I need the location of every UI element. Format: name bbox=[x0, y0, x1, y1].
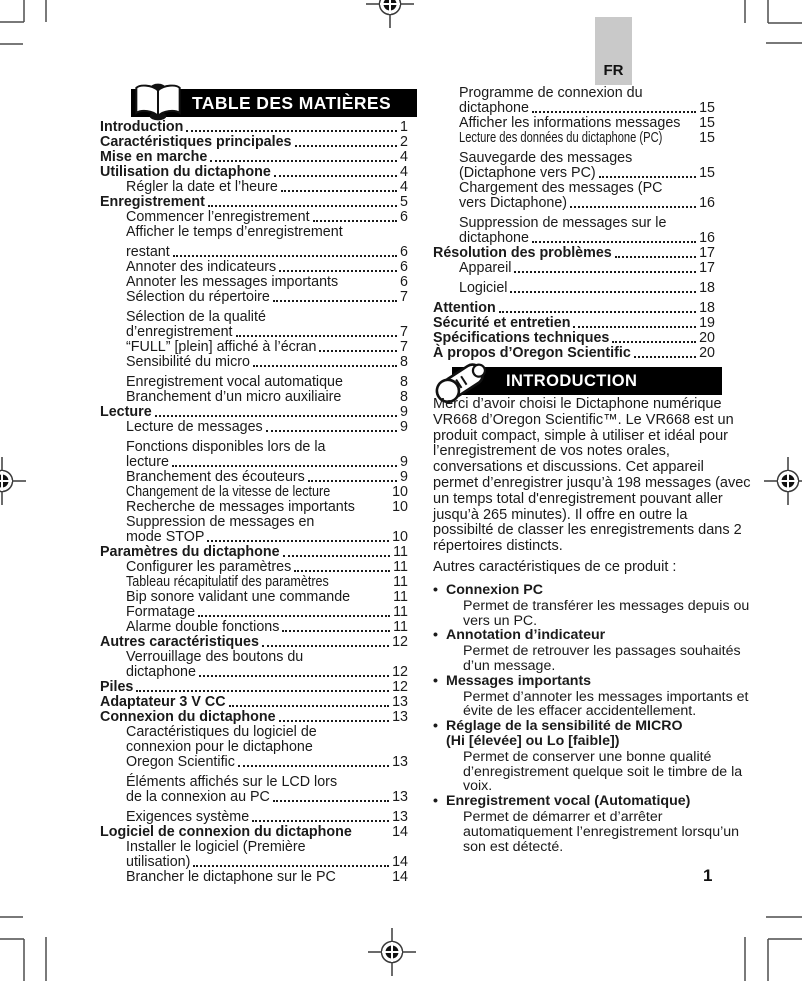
features-list bbox=[433, 583, 751, 854]
bullet-icon: • bbox=[433, 627, 438, 644]
toc-leader-dots bbox=[514, 271, 696, 273]
toc-leader-dots bbox=[532, 241, 696, 243]
toc-page-number: 13 bbox=[392, 789, 408, 805]
toc-entry-label: Installer le logiciel (Première bbox=[126, 839, 306, 855]
feature-desc: Permet de démarrer et d’arrêter automatiquement l’enregistrement lorsqu’un son est détecté. bbox=[463, 808, 740, 855]
feature-item bbox=[433, 583, 751, 628]
toc-entry bbox=[100, 620, 408, 635]
toc-entry-label: Adaptateur 3 V CC bbox=[100, 694, 226, 710]
toc-leader-dots bbox=[236, 335, 398, 337]
toc-page-number: 12 bbox=[392, 679, 408, 695]
toc-leader-dots bbox=[634, 356, 696, 358]
features-lead: Autres caractéristiques de ce produit : bbox=[433, 559, 677, 575]
toc-entry-label: Verrouillage des boutons du bbox=[126, 649, 304, 665]
toc-entry bbox=[100, 810, 408, 825]
toc-entry bbox=[100, 340, 408, 355]
toc-page-number: 5 bbox=[400, 194, 408, 210]
toc-column-right bbox=[433, 86, 715, 361]
toc-page-number: 17 bbox=[699, 245, 715, 261]
toc-page-number: 12 bbox=[392, 664, 408, 680]
toc-leader-dots bbox=[279, 720, 390, 722]
toc-leader-dots bbox=[136, 690, 389, 692]
toc-entry bbox=[100, 545, 408, 560]
toc-entry bbox=[100, 325, 408, 340]
bullet-icon: • bbox=[433, 793, 438, 810]
toc-entry-label: mode STOP bbox=[126, 529, 205, 545]
toc-entry-label: Exigences système bbox=[126, 809, 250, 825]
toc-entry bbox=[100, 405, 408, 420]
toc-entry-label: Attention bbox=[433, 300, 496, 316]
toc-entry-label: À propos d’Oregon Scientific bbox=[433, 345, 631, 361]
toc-entry-label: Lecture de messages bbox=[126, 419, 263, 435]
toc-entry bbox=[100, 635, 408, 650]
feature-item bbox=[433, 628, 751, 673]
toc-page-number: 9 bbox=[400, 469, 408, 485]
toc-entry bbox=[100, 375, 408, 390]
toc-entry-label: Afficher le temps d’enregistrement bbox=[126, 224, 343, 240]
toc-leader-dots bbox=[208, 205, 397, 207]
toc-entry-label: dictaphone bbox=[459, 230, 529, 246]
toc-leader-dots bbox=[615, 256, 696, 258]
toc-entry bbox=[100, 605, 408, 620]
toc-entry bbox=[100, 150, 408, 165]
toc-entry bbox=[100, 180, 408, 195]
toc-entry bbox=[433, 316, 715, 331]
toc-page-number: 13 bbox=[392, 709, 408, 725]
toc-entry-label: Suppression de messages en bbox=[126, 514, 315, 530]
toc-entry-label: Branchement des écouteurs bbox=[126, 469, 305, 485]
toc-entry bbox=[100, 440, 408, 455]
toc-page-number: 15 bbox=[699, 130, 715, 146]
toc-page-number: 15 bbox=[699, 115, 715, 131]
introduction-header-title: INTRODUCTION bbox=[506, 371, 638, 390]
toc-entry bbox=[100, 590, 408, 605]
feature-title bbox=[433, 674, 751, 689]
toc-entry-label: Chargement des messages (PC bbox=[459, 180, 663, 196]
toc-page-number: 13 bbox=[392, 809, 408, 825]
toc-entry-label: Connexion du dictaphone bbox=[100, 709, 276, 725]
toc-entry-label: Oregon Scientific bbox=[126, 754, 235, 770]
toc-page-number: 9 bbox=[400, 419, 408, 435]
feature-item bbox=[433, 719, 751, 794]
toc-entry bbox=[433, 331, 715, 346]
toc-leader-dots bbox=[252, 820, 389, 822]
toc-entry-label: vers Dictaphone) bbox=[459, 195, 568, 211]
toc-entry bbox=[433, 101, 715, 116]
toc-page-number: 7 bbox=[400, 339, 408, 355]
feature-title bbox=[433, 719, 751, 734]
toc-entry bbox=[100, 355, 408, 370]
toc-entry-label: Configurer les paramètres bbox=[126, 559, 292, 575]
toc-entry-label: Paramètres du dictaphone bbox=[100, 544, 280, 560]
toc-entry-label: Annoter des indicateurs bbox=[126, 259, 277, 275]
toc-entry bbox=[100, 855, 408, 870]
toc-page-number: 6 bbox=[400, 259, 408, 275]
toc-entry-label: lecture bbox=[126, 454, 169, 470]
feature-desc: Permet d’annoter les messages importants et évite de les effacer accidentellement. bbox=[463, 688, 749, 720]
toc-page-number: 8 bbox=[400, 354, 408, 370]
toc-page-number: 11 bbox=[393, 544, 408, 560]
toc-leader-dots bbox=[262, 645, 389, 647]
toc-page-number: 9 bbox=[400, 454, 408, 470]
toc-entry bbox=[100, 755, 408, 770]
toc-entry bbox=[100, 210, 408, 225]
toc-page-number: 8 bbox=[400, 374, 408, 390]
feature-desc: Permet de transférer les messages depuis ou vers un PC. bbox=[463, 597, 750, 629]
toc-entry-label: connexion pour le dictaphone bbox=[126, 739, 313, 755]
feature-title-text: Connexion PC bbox=[446, 582, 543, 598]
toc-page-number: 7 bbox=[400, 289, 408, 305]
toc-entry-label: restant bbox=[126, 244, 170, 260]
toc-page-number: 11 bbox=[393, 559, 408, 575]
toc-entry bbox=[100, 420, 408, 435]
toc-entry bbox=[100, 775, 408, 790]
toc-page-number: 4 bbox=[400, 164, 408, 180]
toc-entry bbox=[100, 135, 408, 150]
toc-entry-label: Sensibilité du micro bbox=[126, 354, 250, 370]
toc-entry-label: Formatage bbox=[126, 604, 196, 620]
toc-leader-dots bbox=[198, 615, 390, 617]
toc-page-number: 15 bbox=[699, 100, 715, 116]
toc-entry-label: Mise en marche bbox=[100, 149, 208, 165]
toc-column-left bbox=[100, 120, 408, 885]
toc-page-number: 11 bbox=[393, 619, 408, 635]
toc-page-number: 14 bbox=[392, 854, 408, 870]
toc-entry-label: Alarme double fonctions bbox=[126, 619, 280, 635]
toc-page-number: 14 bbox=[392, 824, 408, 840]
bullet-icon: • bbox=[433, 672, 438, 689]
toc-leader-dots bbox=[319, 350, 397, 352]
toc-entry bbox=[100, 560, 408, 575]
toc-page-number: 13 bbox=[392, 754, 408, 770]
toc-entry bbox=[100, 120, 408, 135]
toc-leader-dots bbox=[274, 175, 397, 177]
toc-leader-dots bbox=[282, 630, 390, 632]
registration-mark bbox=[0, 457, 26, 505]
toc-page-number: 15 bbox=[699, 165, 715, 181]
feature-title-line2: (Hi [élevée] ou Lo [faible]) bbox=[446, 732, 620, 749]
feature-title bbox=[433, 794, 751, 809]
toc-leader-dots bbox=[172, 465, 397, 467]
toc-entry-label: Appareil bbox=[459, 260, 512, 276]
toc-leader-dots bbox=[155, 415, 397, 417]
toc-entry bbox=[433, 231, 715, 246]
feature-item bbox=[433, 794, 751, 854]
toc-entry bbox=[100, 310, 408, 325]
toc-entry bbox=[100, 245, 408, 260]
toc-entry bbox=[433, 301, 715, 316]
toc-page-number: 17 bbox=[699, 260, 715, 276]
toc-entry-label: utilisation) bbox=[126, 854, 191, 870]
toc-entry bbox=[100, 455, 408, 470]
toc-page-number: 10 bbox=[392, 484, 408, 500]
toc-entry bbox=[100, 740, 408, 755]
toc-leader-dots bbox=[294, 570, 390, 572]
toc-entry bbox=[433, 261, 715, 276]
toc-entry bbox=[433, 131, 715, 146]
toc-entry-label: Commencer l’enregistrement bbox=[126, 209, 310, 225]
toc-entry bbox=[100, 195, 408, 210]
toc-leader-dots bbox=[612, 341, 696, 343]
toc-leader-dots bbox=[273, 800, 389, 802]
toc-page-number: 20 bbox=[699, 345, 715, 361]
toc-entry bbox=[100, 695, 408, 710]
toc-entry-label: Programme de connexion du bbox=[459, 85, 643, 101]
toc-page-number: 8 bbox=[400, 389, 408, 405]
toc-leader-dots bbox=[599, 176, 696, 178]
toc-leader-dots bbox=[173, 255, 397, 257]
toc-entry bbox=[433, 281, 715, 296]
toc-leader-dots bbox=[210, 160, 397, 162]
toc-entry bbox=[433, 151, 715, 166]
toc-entry bbox=[100, 165, 408, 180]
toc-page-number: 16 bbox=[699, 195, 715, 211]
toc-entry-label: Branchement d’un micro auxiliaire bbox=[126, 389, 342, 405]
introduction-paragraph: Merci d’avoir choisi le Dictaphone numérique VR668 d’Oregon Scientific™. Le VR668 est un produit compact, simple à utiliser et idéal pour l’enregistrement de vos notes orales, conversations et discussions. Cet appareil permet d’enregistrer jusqu’à 198 messages (avec un temps total d'enregistrement pouvant aller jusqu’à 265 minutes). Il offre en outre la possibilté de classer les enregistrements dans 2 répertoires distincts. bbox=[433, 396, 751, 555]
toc-entry-label: Afficher les informations messages bbox=[459, 115, 681, 131]
toc-page-number: 4 bbox=[400, 149, 408, 165]
toc-page-number: 9 bbox=[400, 404, 408, 420]
toc-leader-dots bbox=[570, 206, 696, 208]
toc-entry-label: Logiciel bbox=[459, 280, 508, 296]
toc-leader-dots bbox=[266, 430, 397, 432]
toc-entry-label: Bip sonore validant une commande bbox=[126, 589, 351, 605]
toc-entry bbox=[100, 840, 408, 855]
toc-entry-label: Lecture bbox=[100, 404, 152, 420]
toc-leader-dots bbox=[281, 190, 397, 192]
toc-entry bbox=[100, 870, 408, 885]
toc-entry-label: Sélection de la qualité bbox=[126, 309, 266, 325]
feature-desc: Permet de retrouver les passages souhaités d’un message. bbox=[463, 643, 741, 674]
toc-leader-dots bbox=[207, 540, 389, 542]
toc-entry-label: “FULL” [plein] affiché à l’écran bbox=[126, 339, 317, 355]
toc-page-number: 10 bbox=[392, 529, 408, 545]
toc-entry bbox=[100, 665, 408, 680]
feature-title bbox=[433, 583, 751, 598]
feature-title-text: Messages importants bbox=[446, 672, 592, 689]
toc-page-number: 10 bbox=[392, 499, 408, 515]
toc-leader-dots bbox=[499, 311, 696, 313]
toc-entry-label: Spécifications techniques bbox=[433, 330, 610, 346]
toc-entry bbox=[433, 116, 715, 131]
toc-page-number: 19 bbox=[699, 315, 715, 331]
toc-entry-label: Tableau récapitulatif des paramètres bbox=[126, 574, 329, 590]
registration-mark bbox=[764, 457, 802, 505]
toc-page-number: 11 bbox=[393, 589, 408, 605]
toc-entry bbox=[433, 86, 715, 101]
feature-title-text: Réglage de la sensibilité de MICRO bbox=[446, 718, 683, 735]
feature-title bbox=[433, 628, 751, 643]
toc-leader-dots bbox=[279, 270, 397, 272]
toc-entry-label: Sélection du répertoire bbox=[126, 289, 270, 305]
toc-leader-dots bbox=[273, 300, 397, 302]
toc-page-number: 12 bbox=[392, 634, 408, 650]
registration-mark bbox=[366, 0, 414, 28]
toc-entry-label: Annoter les messages importants bbox=[126, 274, 339, 290]
toc-page-number: 6 bbox=[400, 244, 408, 260]
toc-entry bbox=[433, 216, 715, 231]
toc-entry-label: Régler la date et l’heure bbox=[126, 179, 278, 195]
open-book-icon bbox=[133, 81, 183, 123]
toc-entry bbox=[433, 181, 715, 196]
toc-entry bbox=[100, 680, 408, 695]
toc-page-number: 6 bbox=[400, 274, 408, 290]
toc-page-number: 1 bbox=[400, 119, 408, 135]
toc-leader-dots bbox=[573, 326, 696, 328]
toc-entry-label: Utilisation du dictaphone bbox=[100, 164, 271, 180]
language-tab-label: FR bbox=[603, 62, 624, 79]
toc-entry bbox=[100, 225, 408, 240]
feature-title-text: Enregistrement vocal (Automatique) bbox=[446, 793, 691, 810]
toc-entry bbox=[100, 530, 408, 545]
toc-header-title: TABLE DES MATIÈRES bbox=[192, 92, 392, 113]
toc-leader-dots bbox=[313, 220, 398, 222]
toc-leader-dots bbox=[193, 865, 389, 867]
toc-entry bbox=[100, 515, 408, 530]
toc-entry-label: Caractéristiques principales bbox=[100, 134, 292, 150]
bullet-icon: • bbox=[433, 718, 438, 735]
toc-page-number: 16 bbox=[699, 230, 715, 246]
language-tab bbox=[595, 17, 632, 85]
toc-entry-label: Sauvegarde des messages bbox=[459, 150, 633, 166]
toc-entry-label: Enregistrement bbox=[100, 194, 205, 210]
toc-entry bbox=[100, 260, 408, 275]
toc-page-number: 11 bbox=[393, 574, 408, 590]
feature-title-text: Annotation d’indicateur bbox=[446, 627, 606, 644]
toc-entry-label: Enregistrement vocal automatique bbox=[126, 374, 343, 390]
toc-leader-dots bbox=[532, 111, 696, 113]
toc-page-number: 13 bbox=[392, 694, 408, 710]
toc-entry bbox=[100, 790, 408, 805]
toc-entry-label: Caractéristiques du logiciel de bbox=[126, 724, 317, 740]
toc-page-number: 18 bbox=[699, 300, 715, 316]
toc-leader-dots bbox=[283, 555, 391, 557]
toc-leader-dots bbox=[308, 480, 397, 482]
toc-page-number: 18 bbox=[699, 280, 715, 296]
toc-entry-label: Lecture des données du dictaphone (PC) bbox=[459, 130, 663, 146]
toc-entry-label: Logiciel de connexion du dictaphone bbox=[100, 824, 352, 840]
toc-entry-label: Résolution des problèmes bbox=[433, 245, 612, 261]
toc-entry bbox=[100, 470, 408, 485]
toc-entry bbox=[433, 166, 715, 181]
toc-entry-label: Introduction bbox=[100, 119, 184, 135]
toc-entry-label: Piles bbox=[100, 679, 134, 695]
toc-entry-label: Suppression de messages sur le bbox=[459, 215, 667, 231]
toc-leader-dots bbox=[199, 675, 389, 677]
toc-page-number: 4 bbox=[400, 179, 408, 195]
toc-entry bbox=[100, 650, 408, 665]
toc-page-number: 6 bbox=[400, 209, 408, 225]
toc-entry bbox=[100, 290, 408, 305]
toc-entry bbox=[100, 390, 408, 405]
toc-leader-dots bbox=[253, 365, 397, 367]
toc-entry bbox=[100, 275, 408, 290]
toc-entry-label: Autres caractéristiques bbox=[100, 634, 259, 650]
toc-entry-label: dictaphone bbox=[126, 664, 196, 680]
toc-entry-label: Changement de la vitesse de lecture bbox=[126, 484, 331, 500]
registration-mark bbox=[368, 928, 416, 976]
toc-page-number: 14 bbox=[392, 869, 408, 885]
toc-leader-dots bbox=[510, 291, 696, 293]
toc-page-number: 11 bbox=[393, 604, 408, 620]
toc-entry-label: Sécurité et entretien bbox=[433, 315, 571, 331]
toc-entry bbox=[433, 246, 715, 261]
toc-entry-label: de la connexion au PC bbox=[126, 789, 270, 805]
toc-page-number: 20 bbox=[699, 330, 715, 346]
feature-item bbox=[433, 674, 751, 719]
toc-entry bbox=[100, 825, 408, 840]
feature-desc: Permet de conserver une bonne qualité d’enregistrement quelque soit le timbre de la voix. bbox=[463, 748, 743, 795]
toc-entry-label: dictaphone bbox=[459, 100, 529, 116]
toc-entry bbox=[100, 575, 408, 590]
toc-entry bbox=[433, 196, 715, 211]
toc-entry-label: Éléments affichés sur le LCD lors bbox=[126, 774, 338, 790]
bullet-icon: • bbox=[433, 582, 438, 598]
toc-entry bbox=[100, 710, 408, 725]
toc-entry-label: (Dictaphone vers PC) bbox=[459, 165, 596, 181]
page-number: 1 bbox=[703, 866, 713, 885]
toc-entry-label: Fonctions disponibles lors de la bbox=[126, 439, 326, 455]
toc-leader-dots bbox=[186, 130, 397, 132]
toc-leader-dots bbox=[295, 145, 398, 147]
toc-page-number: 7 bbox=[400, 324, 408, 340]
toc-leader-dots bbox=[229, 705, 390, 707]
toc-page-number: 2 bbox=[400, 134, 408, 150]
toc-entry-label: Brancher le dictaphone sur le PC bbox=[126, 869, 336, 885]
toc-entry bbox=[100, 725, 408, 740]
toc-entry bbox=[100, 500, 408, 515]
toc-leader-dots bbox=[238, 765, 389, 767]
toc-entry bbox=[100, 485, 408, 500]
toc-entry-label: Recherche de messages importants bbox=[126, 499, 355, 515]
toc-entry-label: d’enregistrement bbox=[126, 324, 233, 340]
